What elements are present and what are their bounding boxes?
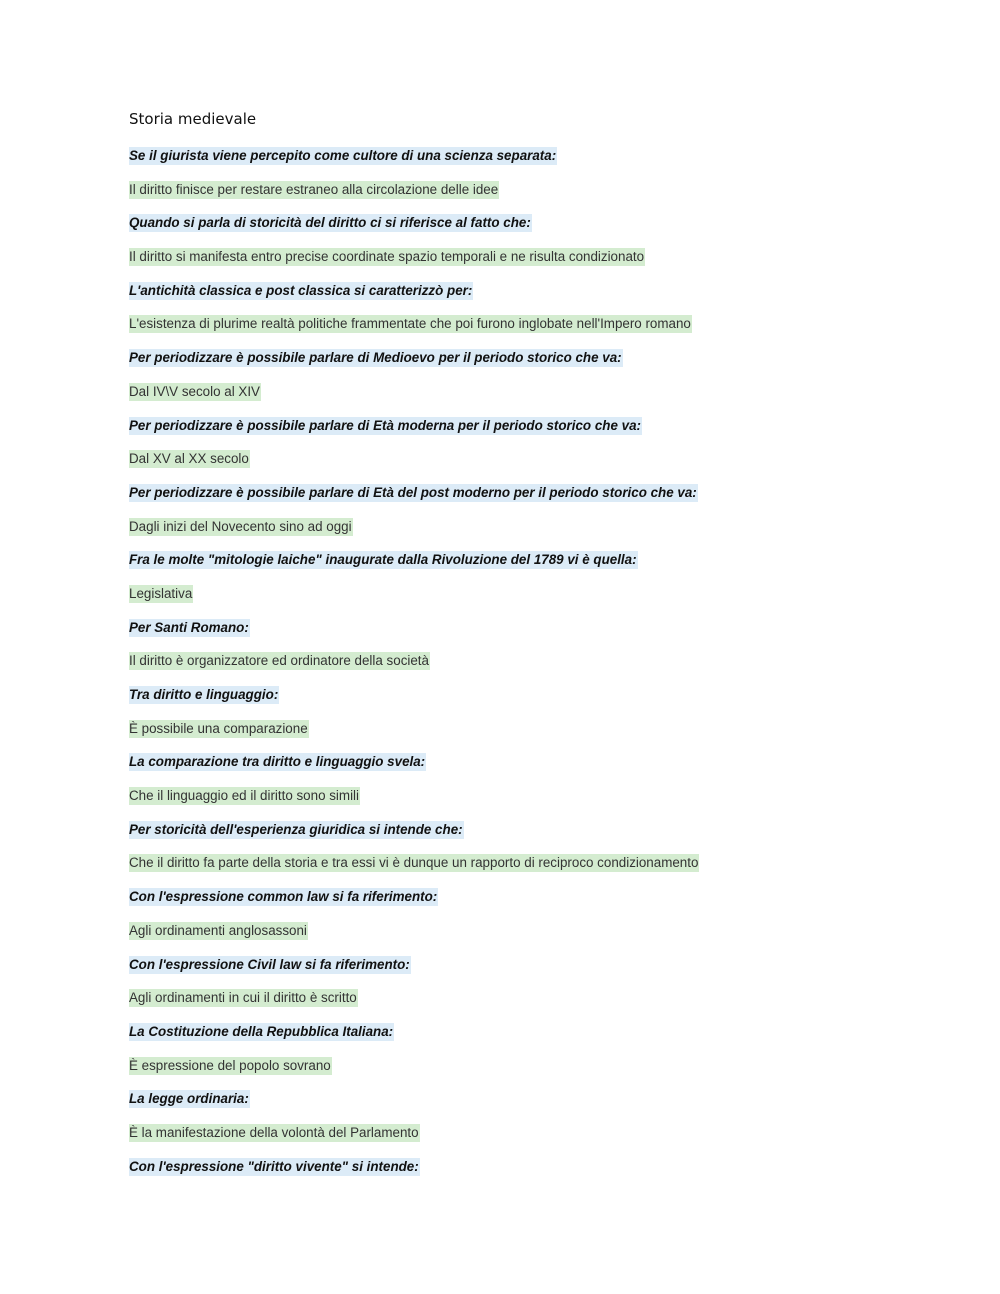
- question-text: Per periodizzare è possibile parlare di Età del post moderno per il periodo storico che va:: [129, 484, 697, 500]
- question-line: [129, 819, 929, 853]
- question-line: [129, 482, 929, 516]
- answer-text: L'esistenza di plurime realtà politiche frammentate che poi furono inglobate nell'Impero romano: [129, 316, 691, 332]
- question-line: [129, 684, 929, 718]
- answer-line: [129, 583, 929, 617]
- question-line: [129, 212, 929, 246]
- question-line: [129, 347, 929, 381]
- question-text: Quando si parla di storicità del diritto ci si riferisce al fatto che:: [129, 215, 531, 231]
- qa-list: [129, 145, 929, 1189]
- answer-line: [129, 718, 929, 752]
- answer-line: [129, 920, 929, 954]
- question-line: [129, 954, 929, 988]
- question-text: Con l'espressione Civil law si fa riferimento:: [129, 956, 410, 972]
- question-text: Per periodizzare è possibile parlare di Medioevo per il periodo storico che va:: [129, 350, 622, 366]
- answer-text: Legislativa: [129, 585, 193, 601]
- answer-text: È la manifestazione della volontà del Parlamento: [129, 1124, 419, 1140]
- answer-line: [129, 381, 929, 415]
- question-text: Fra le molte "mitologie laiche" inaugurate dalla Rivoluzione del 1789 vi è quella:: [129, 552, 637, 568]
- question-text: Con l'espressione common law si fa riferimento:: [129, 889, 438, 905]
- question-line: [129, 617, 929, 651]
- question-text: Se il giurista viene percepito come cultore di una scienza separata:: [129, 148, 557, 163]
- answer-line: [129, 650, 929, 684]
- answer-text: Il diritto si manifesta entro precise coordinate spazio temporali e ne risulta condizionato: [129, 249, 645, 265]
- question-text: Per Santi Romano:: [129, 619, 249, 635]
- answer-text: Dagli inizi del Novecento sino ad oggi: [129, 518, 352, 534]
- question-text: La legge ordinaria:: [129, 1091, 249, 1107]
- question-line: [129, 1088, 929, 1122]
- answer-line: [129, 1122, 929, 1156]
- answer-text: È possibile una comparazione: [129, 720, 308, 736]
- question-line: [129, 886, 929, 920]
- question-line: [129, 145, 929, 179]
- question-text: L'antichità classica e post classica si caratterizzò per:: [129, 282, 473, 298]
- answer-text: Agli ordinamenti anglosassoni: [129, 922, 307, 938]
- question-line: [129, 549, 929, 583]
- question-line: [129, 415, 929, 449]
- answer-line: [129, 246, 929, 280]
- answer-line: [129, 448, 929, 482]
- answer-text: Che il linguaggio ed il diritto sono simili: [129, 788, 359, 804]
- answer-line: [129, 313, 929, 347]
- question-text: Per storicità dell'esperienza giuridica si intende che:: [129, 821, 463, 837]
- answer-line: [129, 516, 929, 550]
- answer-text: Che il diritto fa parte della storia e tra essi vi è dunque un rapporto di reciproco condizionamento: [129, 855, 699, 871]
- question-line: [129, 1156, 929, 1190]
- question-text: Per periodizzare è possibile parlare di Età moderna per il periodo storico che va:: [129, 417, 641, 433]
- answer-text: Dal IV\V secolo al XIV: [129, 383, 260, 399]
- question-line: [129, 280, 929, 314]
- answer-line: [129, 179, 929, 213]
- question-text: Con l'espressione "diritto vivente" si intende:: [129, 1158, 419, 1174]
- question-text: Tra diritto e linguaggio:: [129, 687, 279, 702]
- document-title: Storia medievale: [129, 110, 257, 128]
- answer-line: [129, 1055, 929, 1089]
- answer-line: [129, 785, 929, 819]
- answer-text: Agli ordinamenti in cui il diritto è scritto: [129, 990, 357, 1006]
- answer-line: [129, 987, 929, 1021]
- question-text: La Costituzione della Repubblica Italiana:: [129, 1023, 394, 1039]
- answer-text: Dal XV al XX secolo: [129, 451, 249, 467]
- answer-text: Il diritto finisce per restare estraneo alla circolazione delle idee: [129, 181, 499, 197]
- question-line: [129, 751, 929, 785]
- answer-text: È espressione del popolo sovrano: [129, 1057, 331, 1073]
- answer-text: Il diritto è organizzatore ed ordinatore della società: [129, 653, 429, 669]
- question-line: [129, 1021, 929, 1055]
- answer-line: [129, 852, 929, 886]
- question-text: La comparazione tra diritto e linguaggio svela:: [129, 754, 426, 770]
